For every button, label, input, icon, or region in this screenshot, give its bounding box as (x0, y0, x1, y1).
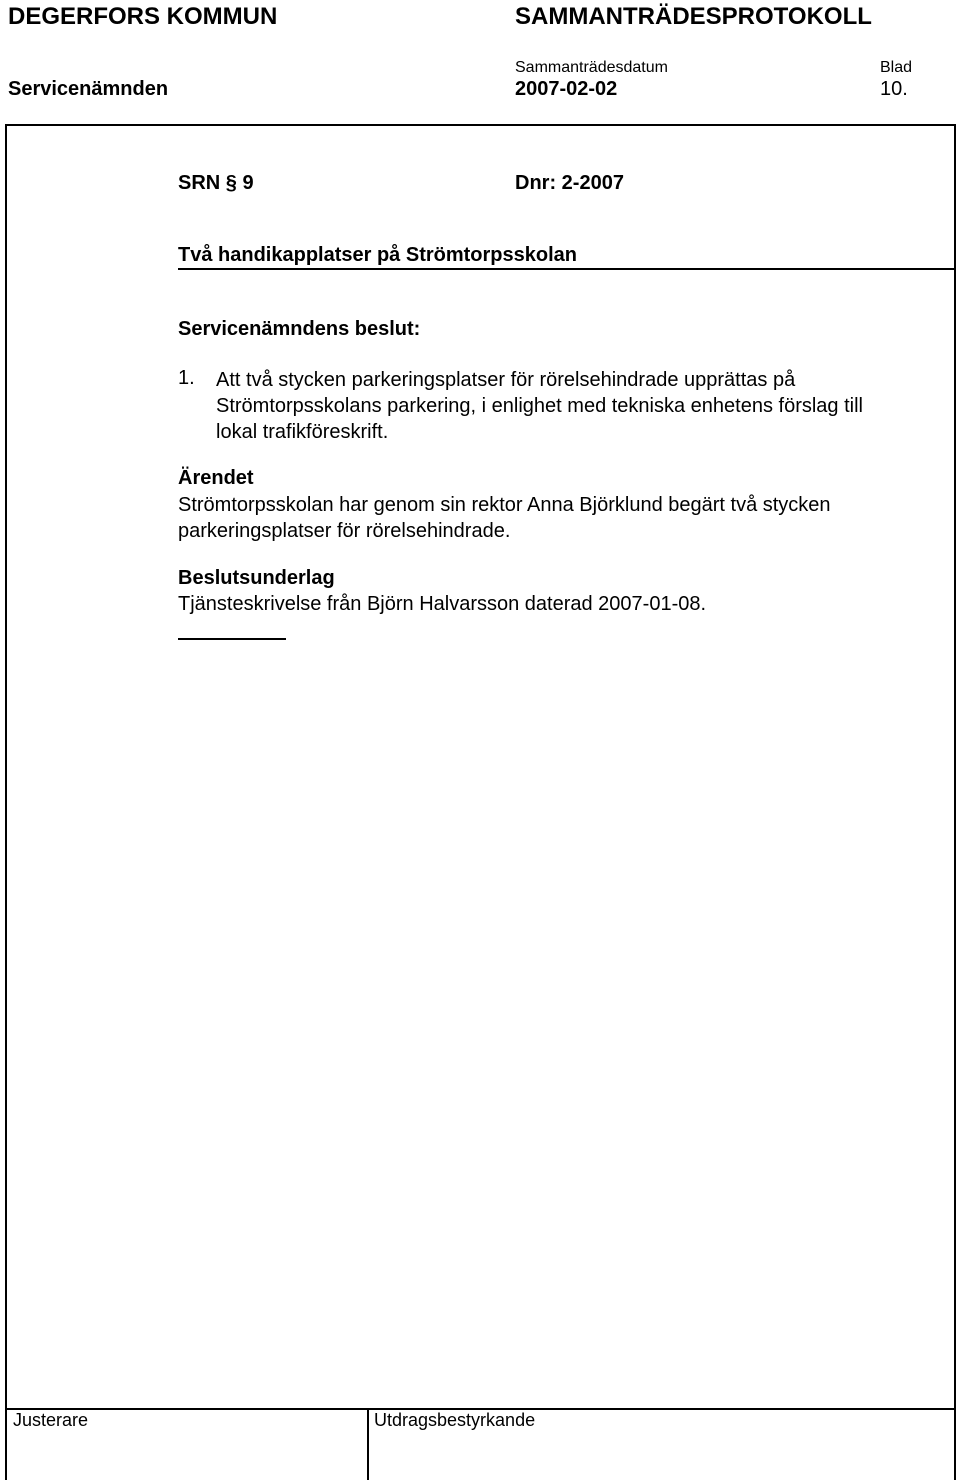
item-dnr: Dnr: 2-2007 (515, 172, 624, 194)
meeting-date-label: Sammanträdesdatum (515, 59, 668, 76)
document-type: SAMMANTRÄDESPROTOKOLL (515, 3, 872, 30)
adjuster-label: Justerare (13, 1410, 89, 1430)
title-underline (178, 268, 956, 270)
board-name: Servicenämnden (8, 78, 169, 100)
footer-column-divider (367, 1408, 369, 1480)
content-frame (5, 124, 956, 1480)
item-reference: SRN § 9 (178, 172, 254, 194)
decision-line: Strömtorpsskolans parkering, i enlighet med tekniska enhetens förslag till (216, 395, 863, 417)
matter-text (178, 492, 831, 544)
matter-line: parkeringsplatser för rörelsehindrade. (178, 520, 511, 542)
item-title: Två handikapplatser på Strömtorpsskolan (178, 244, 577, 266)
decision-line: Att två stycken parkeringsplatser för rörelsehindrade upprättas på (216, 369, 796, 391)
meeting-date: 2007-02-02 (515, 78, 618, 100)
end-rule (178, 638, 286, 640)
matter-heading: Ärendet (178, 467, 254, 489)
decision-line: lokal trafikföreskrift. (216, 421, 389, 443)
decision-heading: Servicenämndens beslut: (178, 318, 421, 340)
matter-line: Strömtorpsskolan har genom sin rektor Anna Björklund begärt två stycken (178, 494, 831, 516)
page-label: Blad (880, 59, 913, 76)
page-number: 10. (880, 78, 908, 100)
decision-text (216, 367, 946, 445)
organization-name: DEGERFORS KOMMUN (8, 3, 278, 30)
basis-heading: Beslutsunderlag (178, 567, 335, 589)
decision-number: 1. (178, 367, 195, 389)
basis-text: Tjänsteskrivelse från Björn Halvarsson daterad 2007-01-08. (178, 593, 707, 615)
excerpt-label: Utdragsbestyrkande (374, 1410, 536, 1430)
